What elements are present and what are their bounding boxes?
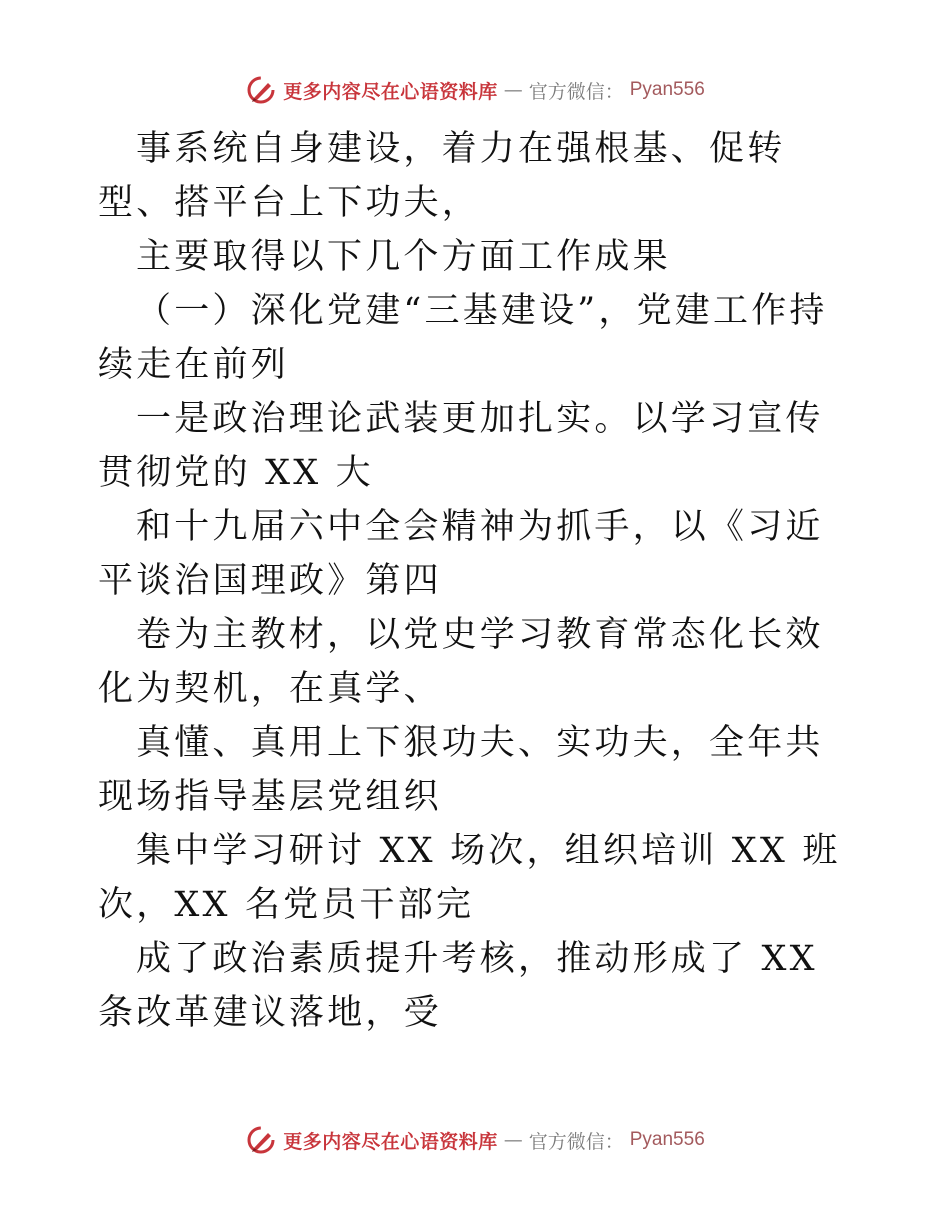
paragraph-9: 成了政治素质提升考核，推动形成了 XX 条改革建议落地，受: [98, 939, 818, 1033]
header-watermark: [0, 70, 950, 110]
watermark-handle: Pyan556: [629, 1129, 705, 1150]
watermark-label: 官方微信：: [528, 1130, 624, 1153]
paragraph-2: 主要取得以下几个方面工作成果: [136, 237, 671, 277]
pen-circle-logo-icon: [245, 74, 277, 106]
paragraph-1: 事系统自身建设，着力在强根基、促转型、搭平台上下功夫，: [98, 129, 786, 223]
paragraph-6: 卷为主教材，以党史学习教育常态化长效化为契机，在真学、: [98, 615, 824, 709]
document-body: [98, 122, 858, 1040]
paragraph-3: （一）深化党建“三基建设”，党建工作持续走在前列: [98, 291, 828, 385]
watermark-brand: 更多内容尽在心语资料库: [283, 80, 498, 103]
paragraph-4: 一是政治理论武装更加扎实。以学习宣传贯彻党的 XX 大: [98, 399, 824, 493]
watermark-handle: Pyan556: [629, 79, 705, 100]
watermark-separator: —: [503, 79, 523, 101]
paragraph-5: 和十九届六中全会精神为抓手，以《习近平谈治国理政》第四: [98, 507, 824, 601]
watermark-brand: 更多内容尽在心语资料库: [283, 1130, 498, 1153]
watermark-separator: —: [503, 1129, 523, 1151]
watermark-label: 官方微信：: [528, 80, 624, 103]
paragraph-7: 真懂、真用上下狠功夫、实功夫，全年共现场指导基层党组织: [98, 723, 824, 817]
pen-circle-logo-icon: [245, 1124, 277, 1156]
paragraph-8: 集中学习研讨 XX 场次，组织培训 XX 班次，XX 名党员干部完: [98, 831, 841, 925]
footer-watermark: [0, 1120, 950, 1160]
